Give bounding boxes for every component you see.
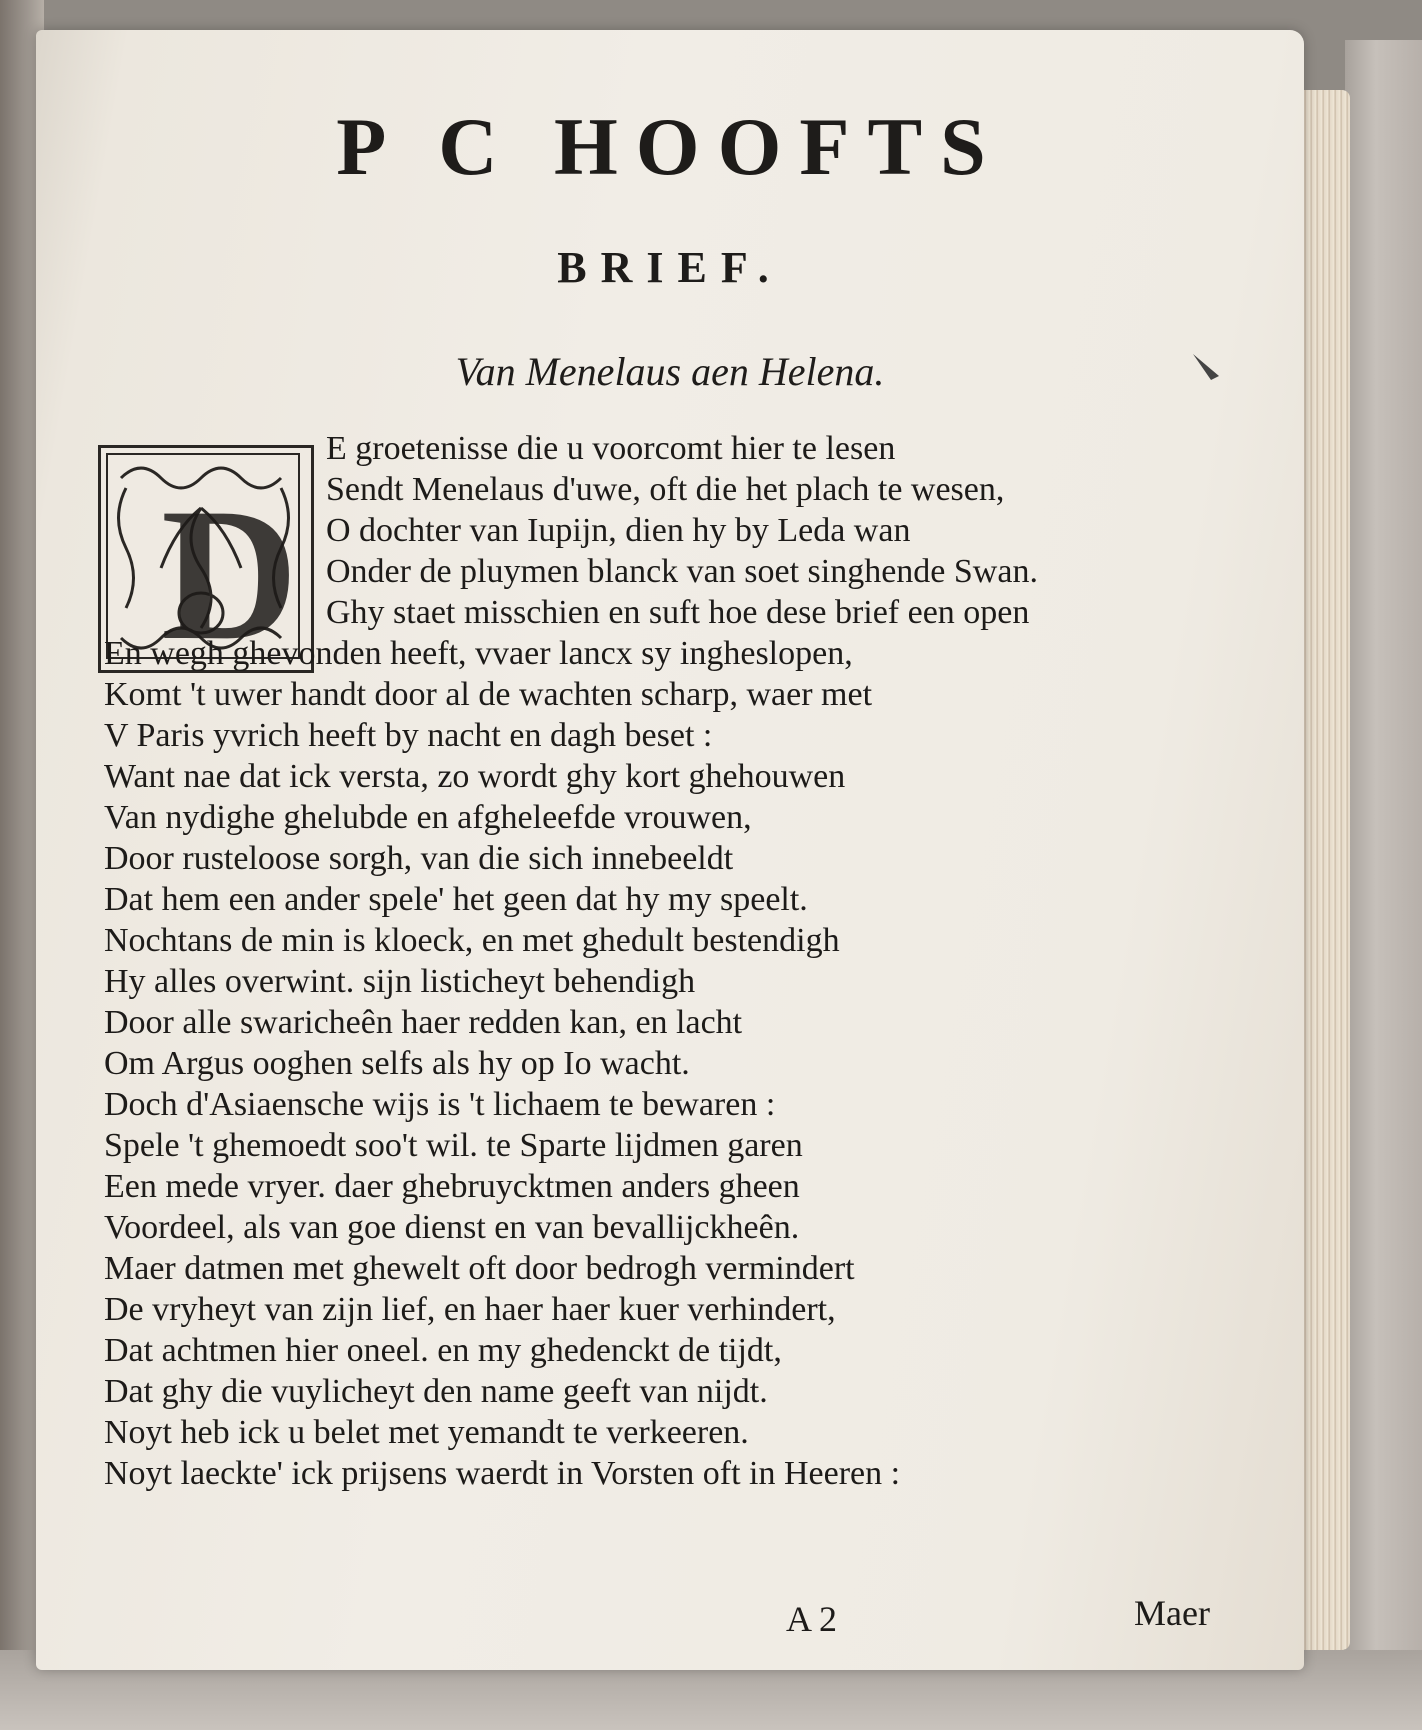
- ornament-icon: [101, 448, 305, 664]
- catchword: Maer: [1134, 1593, 1210, 1633]
- poem-line: Komt 't uwer handt door al de wachten scharp, waer met: [104, 676, 873, 713]
- book-page: [36, 30, 1304, 1670]
- dropcap-letter: D: [161, 470, 299, 664]
- poem-line: Om Argus ooghen selfs als hy op Io wacht.: [104, 1045, 690, 1082]
- poem-line: Doch d'Asiaensche wijs is 't lichaem te bewaren :: [104, 1086, 776, 1123]
- poem-line: Onder de pluymen blanck van soet singhende Swan.: [326, 553, 1038, 590]
- poem-title: Van Menelaus aen Helena.: [455, 349, 885, 394]
- poem-line: Dat hem een ander spele' het geen dat hy my speelt.: [104, 881, 808, 918]
- poem-line: Want nae dat ick versta, zo wordt ghy kort ghehouwen: [104, 758, 846, 795]
- poem-line: Van nydighe ghelubde en afgheleefde vrouwen,: [104, 799, 752, 836]
- poem-line: Door rusteloose sorgh, van die sich innebeeldt: [104, 840, 734, 877]
- poem-line: De vryheyt van zijn lief, en haer haer kuer verhindert,: [104, 1291, 836, 1328]
- poem-line: Spele 't ghemoedt soo't wil. te Sparte lijdmen garen: [104, 1127, 803, 1164]
- poem-line: Noyt laeckte' ick prijsens waerdt in Vorsten oft in Heeren :: [104, 1455, 901, 1492]
- poem-line: Dat ghy die vuylicheyt den name geeft van nijdt.: [104, 1373, 768, 1410]
- poem-line: Hy alles overwint. sijn listicheyt behendigh: [104, 963, 696, 1000]
- poem-line: En wegh ghevonden heeft, vvaer lancx sy ingheslopen,: [104, 635, 853, 672]
- signature-mark: A 2: [786, 1599, 838, 1639]
- poem-line: Nochtans de min is kloeck, en met ghedult bestendigh: [104, 922, 840, 959]
- poem-line: Maer datmen met ghewelt oft door bedrogh vermindert: [104, 1250, 855, 1287]
- poem-line: Door alle swaricheên haer redden kan, en lacht: [104, 1004, 743, 1041]
- poem-line: Noyt heb ick u belet met yemandt te verkeeren.: [104, 1414, 749, 1451]
- poem-line: E groetenisse die u voorcomt hier te lesen: [326, 430, 896, 467]
- poem-line: Dat achtmen hier oneel. en my ghedenckt de tijdt,: [104, 1332, 782, 1369]
- running-title: P C HOOFTS: [336, 101, 1004, 192]
- book-cover-right: [1345, 40, 1422, 1730]
- poem-line: V Paris yvrich heeft by nacht en dagh beset :: [104, 717, 713, 754]
- poem-line: O dochter van Iupijn, dien hy by Leda wan: [326, 512, 911, 549]
- poem-line: Sendt Menelaus d'uwe, oft die het plach te wesen,: [326, 471, 1005, 508]
- running-subtitle: BRIEF.: [557, 243, 783, 292]
- poem-line: Ghy staet misschien en suft hoe dese brief een open: [326, 594, 1030, 631]
- poem-line: Voordeel, als van goe dienst en van bevallijckheên.: [104, 1209, 800, 1246]
- pencil-mark-icon: [1189, 350, 1229, 390]
- poem-line: Een mede vryer. daer ghebruycktmen anders gheen: [104, 1168, 800, 1205]
